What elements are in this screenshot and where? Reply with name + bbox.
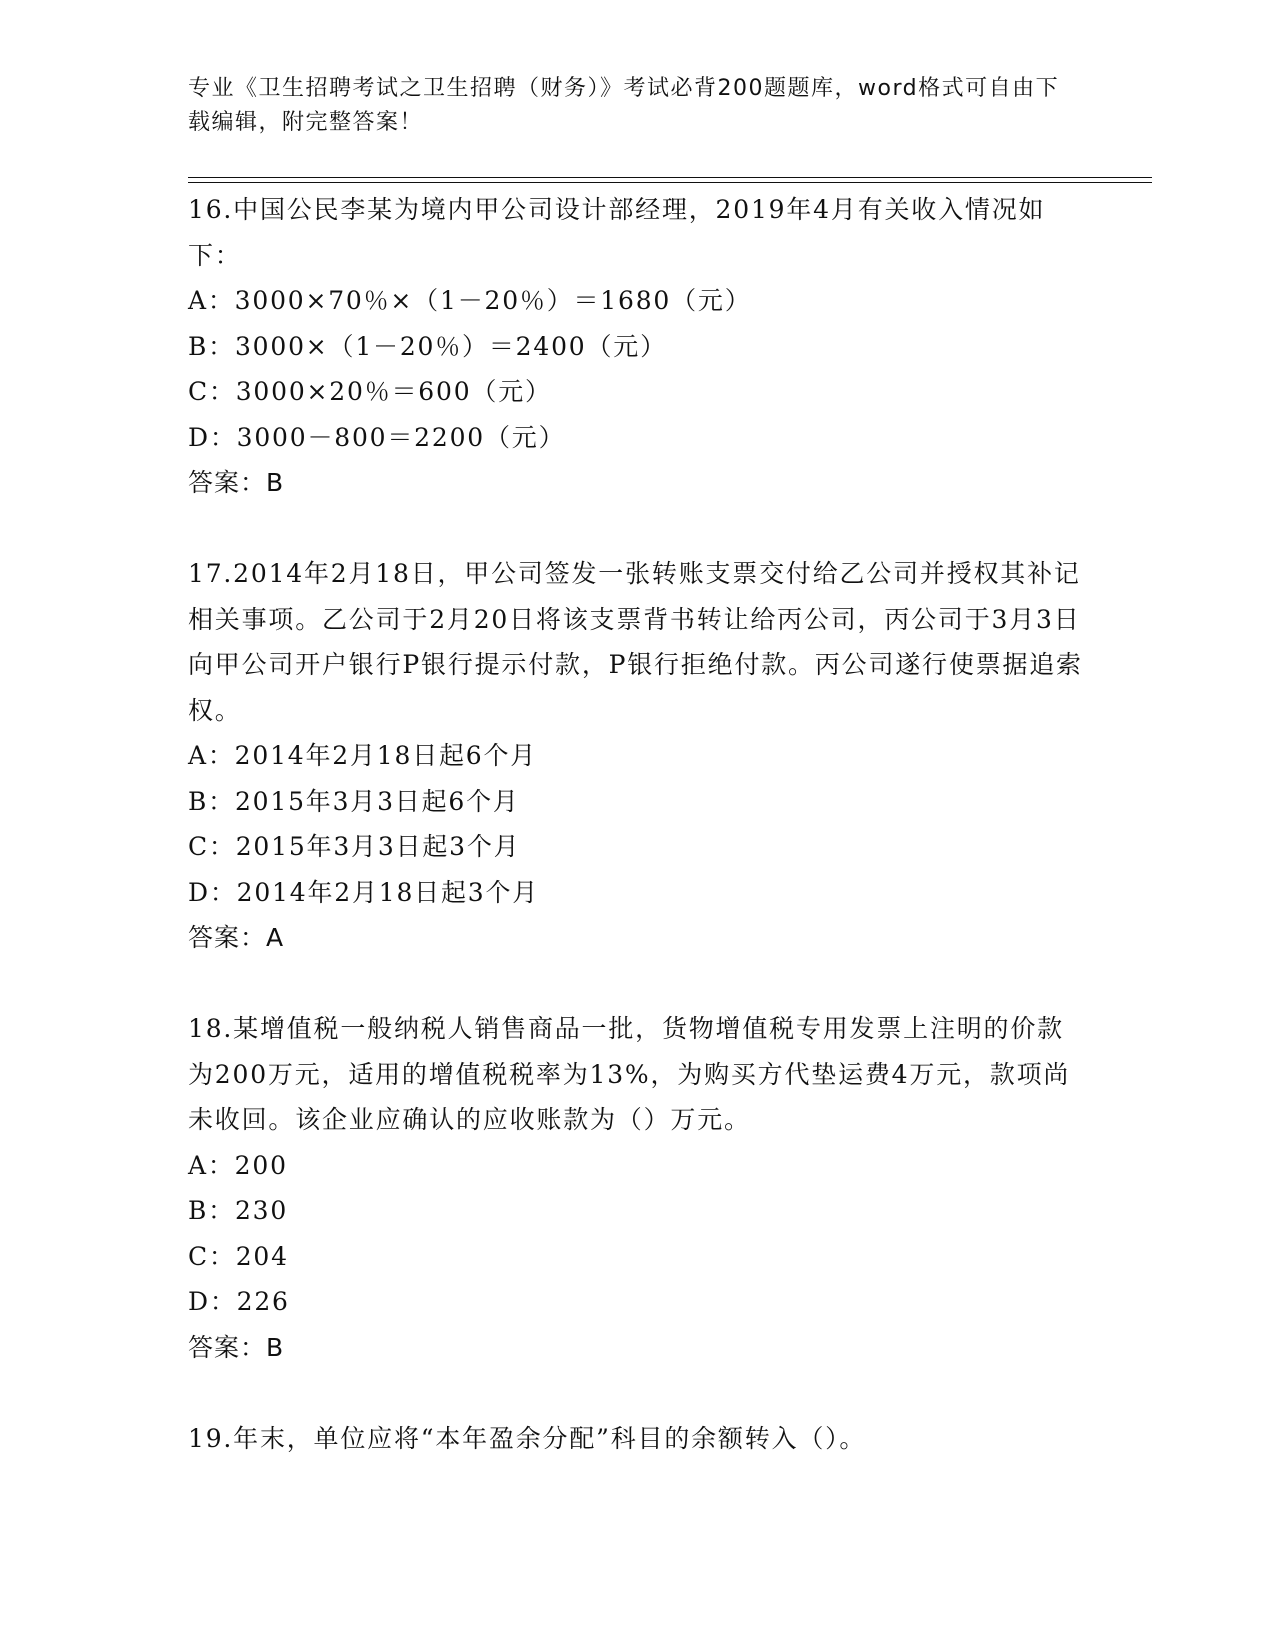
question-list xyxy=(188,187,1088,1461)
option-d: D：3000－800＝2200（元） xyxy=(188,422,566,452)
question-18 xyxy=(188,1006,1088,1370)
question-16 xyxy=(188,187,1088,506)
option-a: A：200 xyxy=(188,1150,288,1180)
question-stem: 16.中国公民李某为境内甲公司设计部经理，2019年4月有关收入情况如下： xyxy=(188,195,1046,270)
answer-line: 答案：B xyxy=(188,1332,285,1362)
option-d: D：226 xyxy=(188,1287,290,1316)
question-stem: 17.2014年2月18日，甲公司签发一张转账支票交付给乙公司并授权其补记相关事项。乙公司于2月20日将该支票背书转让给丙公司，丙公司于3月3日向甲公司开户银行P银行提示付款，P银行拒绝付款。丙公司遂行使票据追索权。 xyxy=(188,559,1083,725)
document-header: 专业《卫生招聘考试之卫生招聘（财务）》考试必背200题题库，word格式可自由下载编辑，附完整答案！ xyxy=(188,76,1060,135)
question-17 xyxy=(188,551,1088,961)
question-stem: 18.某增值税一般纳税人销售商品一批，货物增值税专用发票上注明的价款为200万元，适用的增值税税率为13%，为购买方代垫运费4万元，款项尚未收回。该企业应确认的应收账款为（）万元。 xyxy=(188,1014,1071,1134)
option-c: C：3000×20％＝600（元） xyxy=(188,377,552,406)
option-b: B：3000×（1－20％）＝2400（元） xyxy=(188,331,667,361)
header-divider-bottom xyxy=(188,182,1152,183)
header-divider-top xyxy=(188,177,1152,178)
spacer xyxy=(188,1370,1088,1416)
option-b: B：230 xyxy=(188,1196,289,1225)
option-c: C：204 xyxy=(188,1241,289,1271)
option-a: A：3000×70％×（1－20％）＝1680（元） xyxy=(188,286,752,315)
answer-line: 答案：B xyxy=(188,468,285,497)
option-d: D：2014年2月18日起3个月 xyxy=(188,877,540,907)
spacer xyxy=(188,506,1088,552)
option-c: C：2015年3月3日起3个月 xyxy=(188,832,521,861)
spacer xyxy=(188,961,1088,1007)
question-stem: 19.年末，单位应将“本年盈余分配”科目的余额转入（）。 xyxy=(188,1423,867,1453)
question-19 xyxy=(188,1416,1088,1462)
option-a: A：2014年2月18日起6个月 xyxy=(188,741,538,770)
option-b: B：2015年3月3日起6个月 xyxy=(188,786,520,816)
answer-line: 答案：A xyxy=(188,923,285,952)
